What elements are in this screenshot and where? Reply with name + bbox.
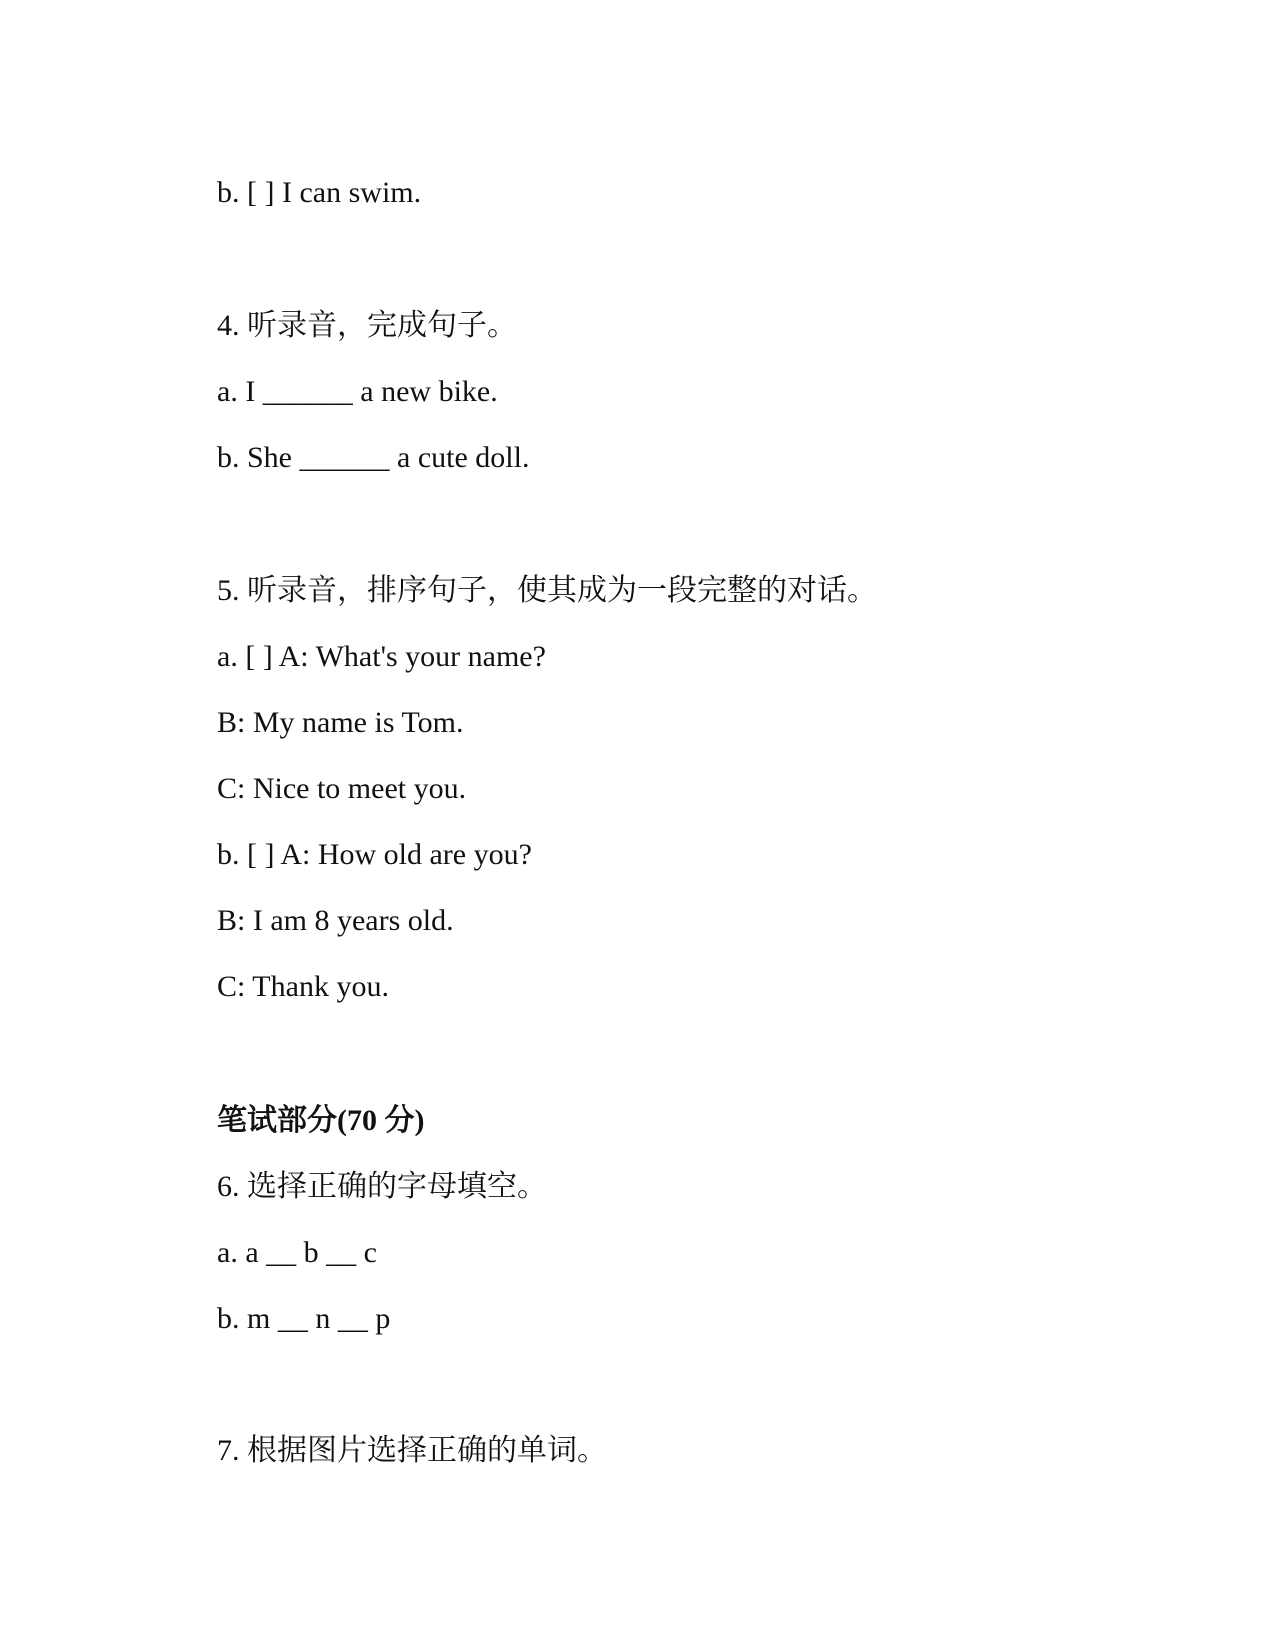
written-section-heading: 笔试部分(70 分) — [217, 1104, 425, 1137]
q4-item-a: a. I ______ a new bike. — [217, 375, 498, 408]
q4-item-b: b. She ______ a cute doll. — [217, 441, 530, 474]
q6-title: 6. 选择正确的字母填空。 — [217, 1170, 547, 1203]
q5-dialog-b-line-a: b. [ ] A: How old are you? — [217, 838, 532, 871]
q5-dialog-a-line-c: C: Nice to meet you. — [217, 772, 467, 805]
q6-item-a: a. a __ b __ c — [217, 1236, 377, 1269]
q5-dialog-b-line-b: B: I am 8 years old. — [217, 904, 454, 937]
q6-item-b: b. m __ n __ p — [217, 1302, 391, 1335]
q5-dialog-a-line-b: B: My name is Tom. — [217, 706, 464, 739]
q5-dialog-b-line-c: C: Thank you. — [217, 970, 389, 1003]
q5-title: 5. 听录音，排序句子，使其成为一段完整的对话。 — [217, 574, 877, 607]
q5-dialog-a-line-a: a. [ ] A: What's your name? — [217, 640, 546, 673]
q7-title: 7. 根据图片选择正确的单词。 — [217, 1434, 607, 1467]
q4-title: 4. 听录音，完成句子。 — [217, 309, 517, 342]
q3-item-b: b. [ ] I can swim. — [217, 176, 422, 209]
